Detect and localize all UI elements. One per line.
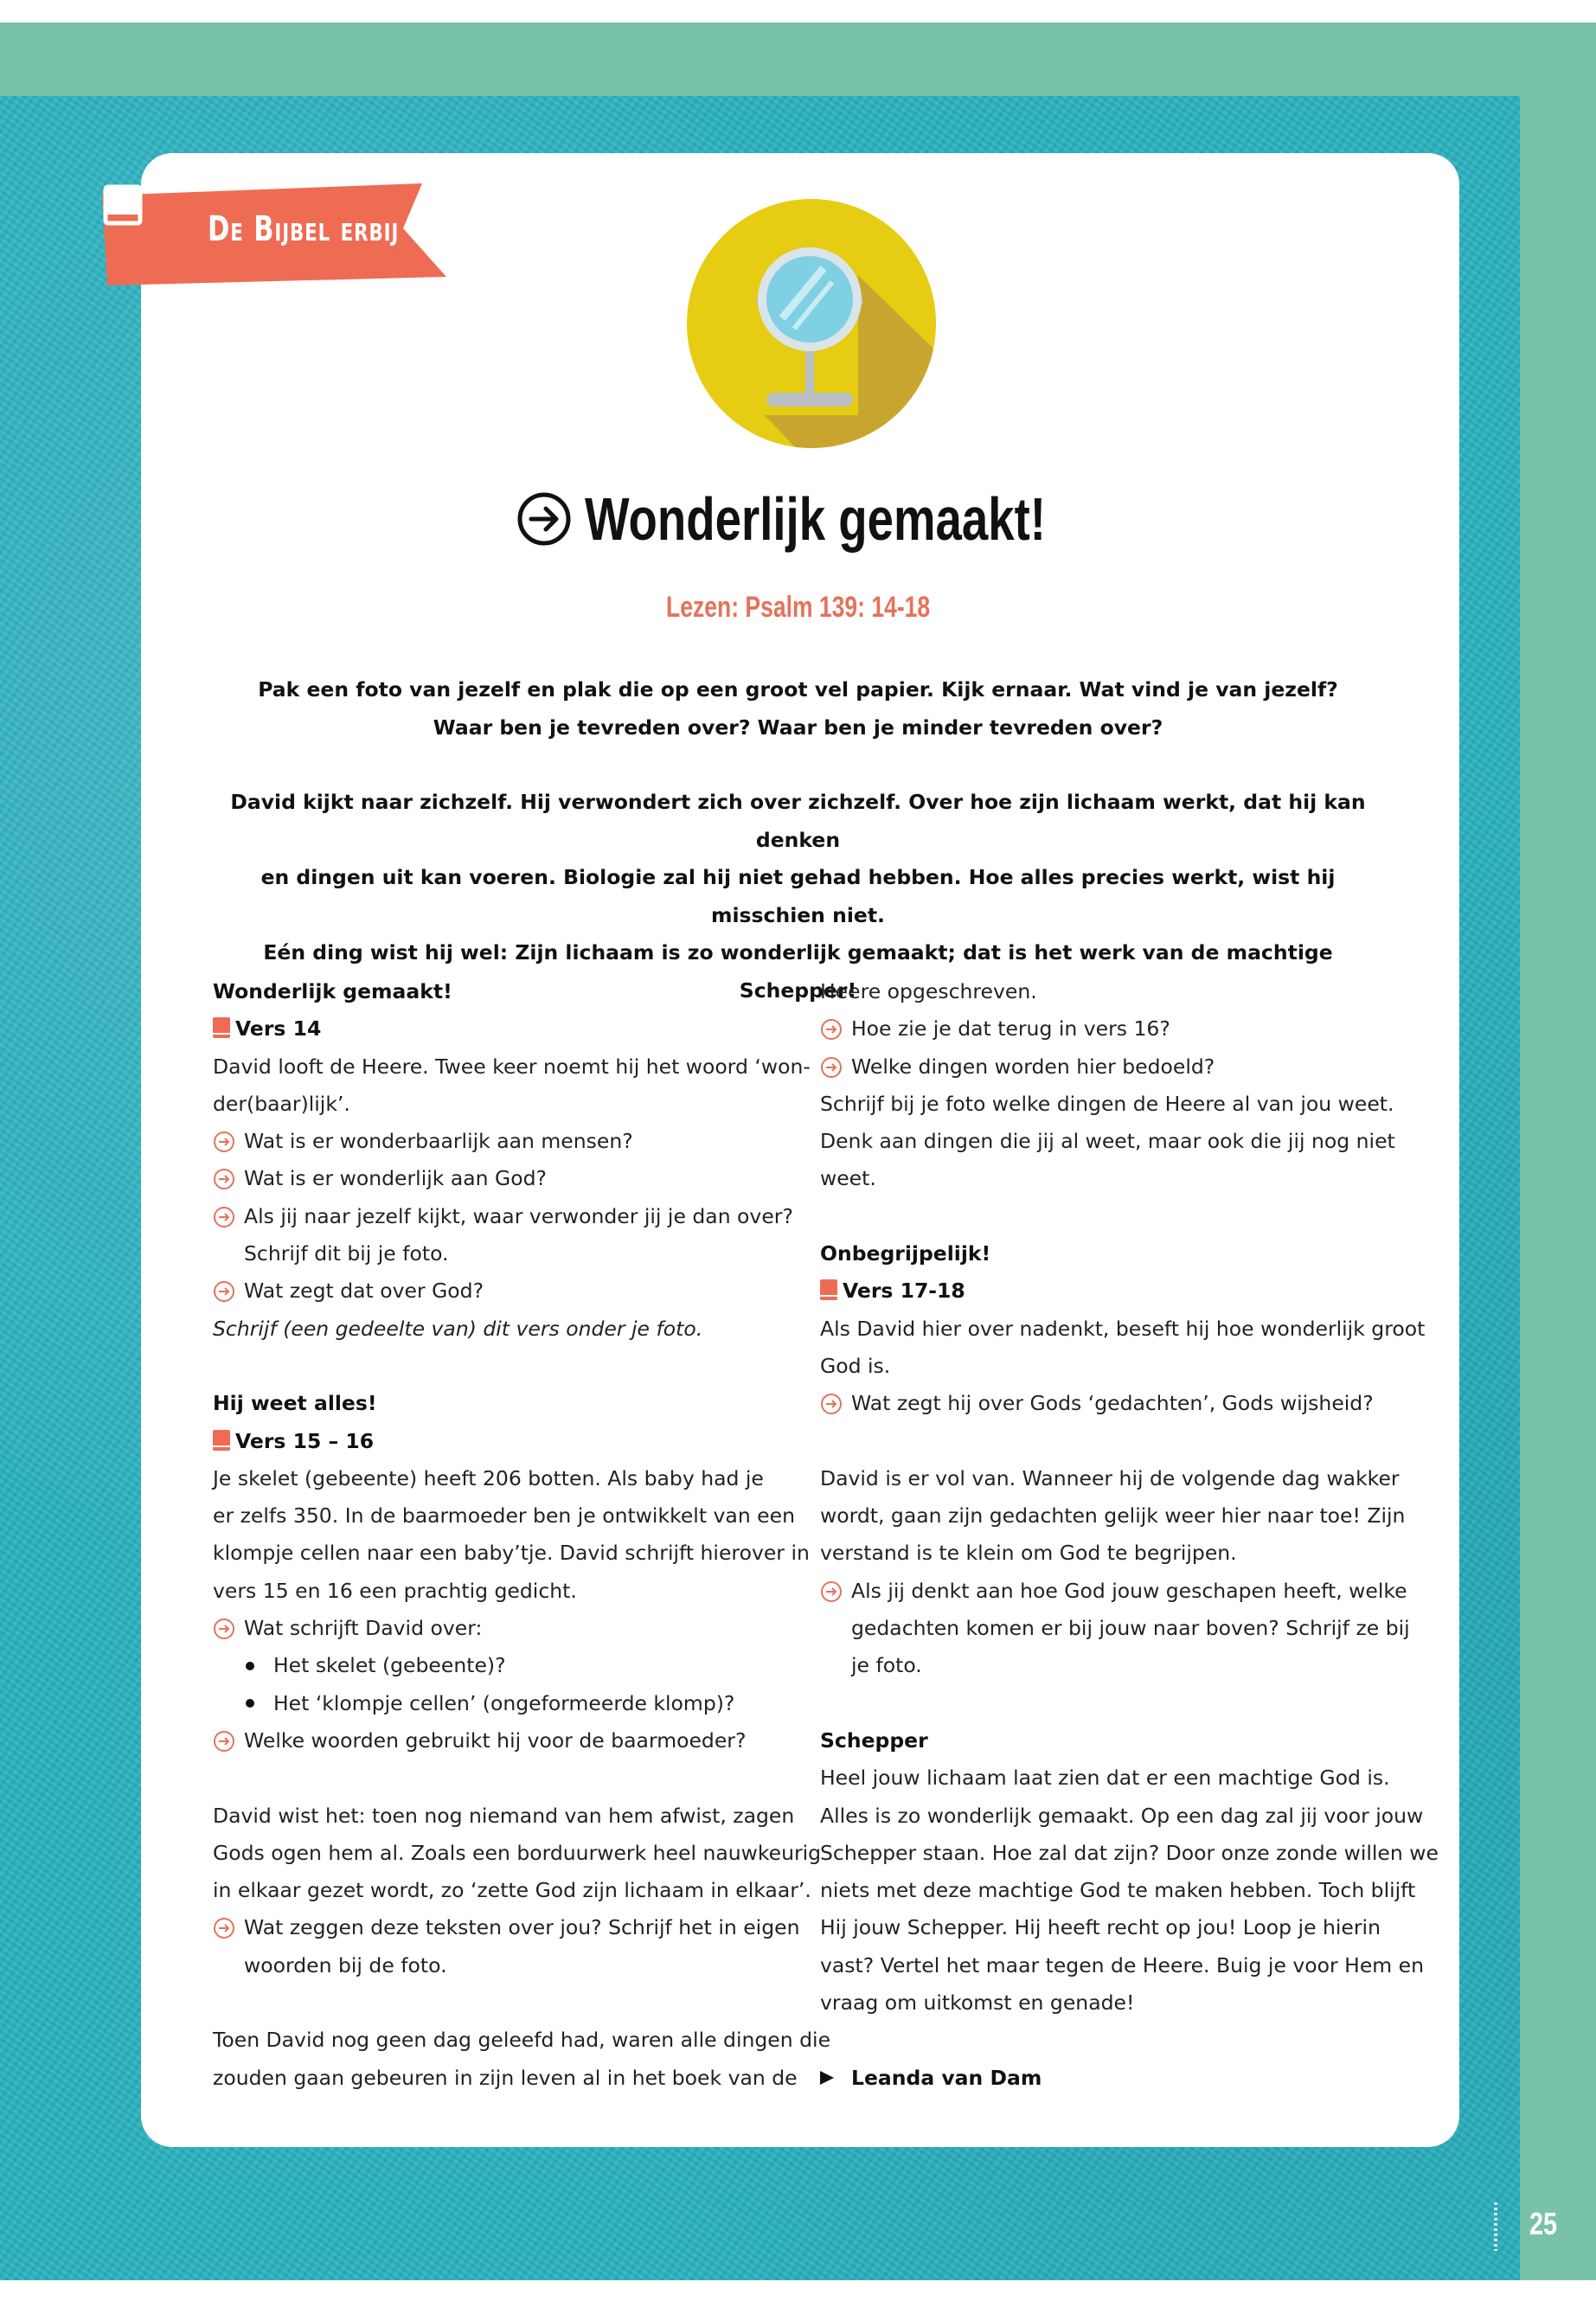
body-text: David is er vol van. Wanneer hij de volgende dag wakker	[820, 1465, 1400, 1490]
intro-paragraph-1: Pak een foto van jezelf en plak die op een groot vel papier. Kijk ernaar. Wat vind je van jezelf? Waar ben je tevreden over? Waar ben je minder tevreden over?	[258, 677, 1338, 740]
arrow-circle-icon	[820, 1393, 843, 1415]
section-heading: Hij weet alles!	[213, 1391, 377, 1416]
arrow-circle-icon	[213, 1206, 235, 1228]
verse-book-icon	[213, 1017, 230, 1038]
bullet-dot	[246, 1699, 254, 1708]
bullet-item: Het ‘klompje cellen’ (ongeformeerde klomp)?	[213, 1685, 792, 1722]
arrow-circle-icon	[213, 1730, 235, 1753]
body-text: wordt, gaan zijn gedachten gelijk weer hier naar toe! Zijn	[820, 1503, 1406, 1529]
verse-label: Vers 14	[213, 1010, 792, 1048]
italic-instruction: Schrijf (een gedeelte van) dit vers onder je foto.	[213, 1316, 703, 1341]
question-item: Als jij denkt aan hoe God jouw geschapen heeft, welke	[820, 1573, 1400, 1610]
body-text: Gods ogen hem al. Zoals een borduurwerk heel nauwkeurig	[213, 1840, 822, 1865]
question-continuation: je foto.	[851, 1653, 922, 1678]
page-number: 25	[1529, 2206, 1558, 2241]
verse-label: Vers 15 – 16	[213, 1423, 792, 1460]
body-text: Schrijf bij je foto welke dingen de Heere al van jou weet.	[820, 1091, 1394, 1116]
section-banner	[102, 183, 448, 285]
body-text: niets met deze machtige God te maken hebben. Toch blijft	[820, 1878, 1416, 1903]
body-text: vers 15 en 16 een prachtig gedicht.	[213, 1578, 577, 1603]
body-text: Toen David nog geen dag geleefd had, waren alle dingen die	[213, 2028, 831, 2053]
author-credit: Leanda van Dam	[820, 2060, 1400, 2097]
body-text: David wist het: toen nog niemand van hem afwist, zagen	[213, 1803, 795, 1828]
arrow-circle-icon	[213, 1168, 235, 1190]
question-item: Welke woorden gebruikt hij voor de baarmoeder?	[213, 1722, 792, 1759]
body-text: vraag om uitkomst en genade!	[820, 1990, 1135, 2016]
body-text: Alles is zo wonderlijk gemaakt. Op een dag zal jij voor jouw	[820, 1803, 1424, 1828]
page-number-rule	[1494, 2202, 1497, 2251]
intro-paragraph-2: David kijkt naar zichzelf. Hij verwondert zich over zichzelf. Over hoe zijn lichaam werkt, dat hij kan denken en dingen uit kan voeren. Biologie zal hij niet gehad hebben. Hoe alles precies werkt, wist hij misschien niet. Eén ding wist hij wel: Zijn lichaam is zo wonderlijk gemaakt; dat is het werk van de machtige Schepper!	[230, 790, 1366, 1003]
question-item: Wat schrijft David over:	[213, 1610, 792, 1647]
mirror-icon	[685, 197, 938, 450]
body-text: der(baar)lijk’.	[213, 1091, 350, 1116]
arrow-circle-icon	[820, 1018, 843, 1041]
right-color-band	[1520, 96, 1596, 2280]
body-text: Denk aan dingen die jij al weet, maar ook die jij nog niet	[820, 1129, 1395, 1154]
question-continuation: gedachten komen er bij jouw naar boven? Schrijf ze bij	[851, 1616, 1410, 1641]
body-text: Schepper staan. Hoe zal dat zijn? Door onze zonde willen we	[820, 1840, 1439, 1865]
body-text: weet.	[820, 1166, 876, 1191]
top-color-band	[0, 22, 1596, 96]
question-item: Hoe zie je dat terug in vers 16?	[820, 1010, 1400, 1048]
body-text: Hij jouw Schepper. Hij heeft recht op jou! Loop je hierin	[820, 1915, 1381, 1940]
question-item: Wat zeggen deze teksten over jou? Schrijf het in eigen	[213, 1909, 792, 1946]
question-item: Wat zegt dat over God?	[213, 1272, 792, 1310]
question-continuation: woorden bij de foto.	[244, 1952, 447, 1977]
title-row	[0, 484, 1596, 554]
verse-label: Vers 17-18	[820, 1272, 1400, 1310]
body-text: Als David hier over nadenkt, beseft hij hoe wonderlijk groot	[820, 1316, 1426, 1341]
section-heading: Onbegrijpelijk!	[820, 1241, 991, 1266]
question-item: Als jij naar jezelf kijkt, waar verwonder jij je dan over?	[213, 1198, 792, 1235]
arrow-circle-icon	[213, 1131, 235, 1153]
banner-label: De Bijbel erbij	[208, 209, 400, 249]
body-text: verstand is te klein om God te begrijpen.	[820, 1541, 1237, 1566]
body-text: God is.	[820, 1353, 891, 1378]
book-icon	[102, 183, 147, 230]
arrow-circle-icon	[820, 1580, 843, 1603]
arrow-circle-icon	[213, 1917, 235, 1939]
bullet-item: Het skelet (gebeente)?	[213, 1647, 792, 1684]
page-title: Wonderlijk gemaakt!	[584, 485, 1046, 553]
question-item: Wat zegt hij over Gods ‘gedachten’, Gods wijsheid?	[820, 1385, 1400, 1422]
body-text: in elkaar gezet wordt, zo ‘zette God zijn lichaam in elkaar’.	[213, 1878, 811, 1903]
body-text: David looft de Heere. Twee keer noemt hij het woord ‘won-	[213, 1054, 811, 1079]
verse-book-icon	[213, 1430, 230, 1451]
bullet-dot	[246, 1662, 254, 1670]
question-item: Wat is er wonderbaarlijk aan mensen?	[213, 1123, 792, 1160]
arrow-circle-icon	[516, 490, 573, 548]
right-column	[820, 973, 1439, 2097]
question-item: Welke dingen worden hier bedoeld?	[820, 1048, 1400, 1086]
left-column	[213, 973, 831, 2097]
reading-reference: Lezen: Psalm 139: 14-18	[665, 591, 931, 624]
question-item: Wat is er wonderlijk aan God?	[213, 1160, 792, 1197]
body-text: zouden gaan gebeuren in zijn leven al in het boek van de	[213, 2065, 798, 2090]
arrow-circle-icon	[820, 1056, 843, 1079]
body-text: Heel jouw lichaam laat zien dat er een machtige God is.	[820, 1766, 1390, 1791]
arrow-circle-icon	[213, 1280, 235, 1303]
body-text: er zelfs 350. In de baarmoeder ben je ontwikkelt van een	[213, 1503, 795, 1529]
question-continuation: Schrijf dit bij je foto.	[244, 1241, 449, 1266]
arrow-circle-icon	[213, 1618, 235, 1640]
body-text: Je skelet (gebeente) heeft 206 botten. Als baby had je	[213, 1465, 764, 1490]
verse-book-icon	[820, 1279, 837, 1300]
body-text: vast? Vertel het maar tegen de Heere. Buig je voor Hem en	[820, 1952, 1425, 1977]
triangle-right-icon	[820, 2071, 834, 2085]
section-heading: Wonderlijk gemaakt!	[213, 979, 452, 1003]
section-heading: Schepper	[820, 1727, 928, 1753]
body-text: Heere opgeschreven.	[820, 979, 1037, 1003]
body-text: klompje cellen naar een baby’tje. David schrijft hierover in	[213, 1541, 810, 1566]
